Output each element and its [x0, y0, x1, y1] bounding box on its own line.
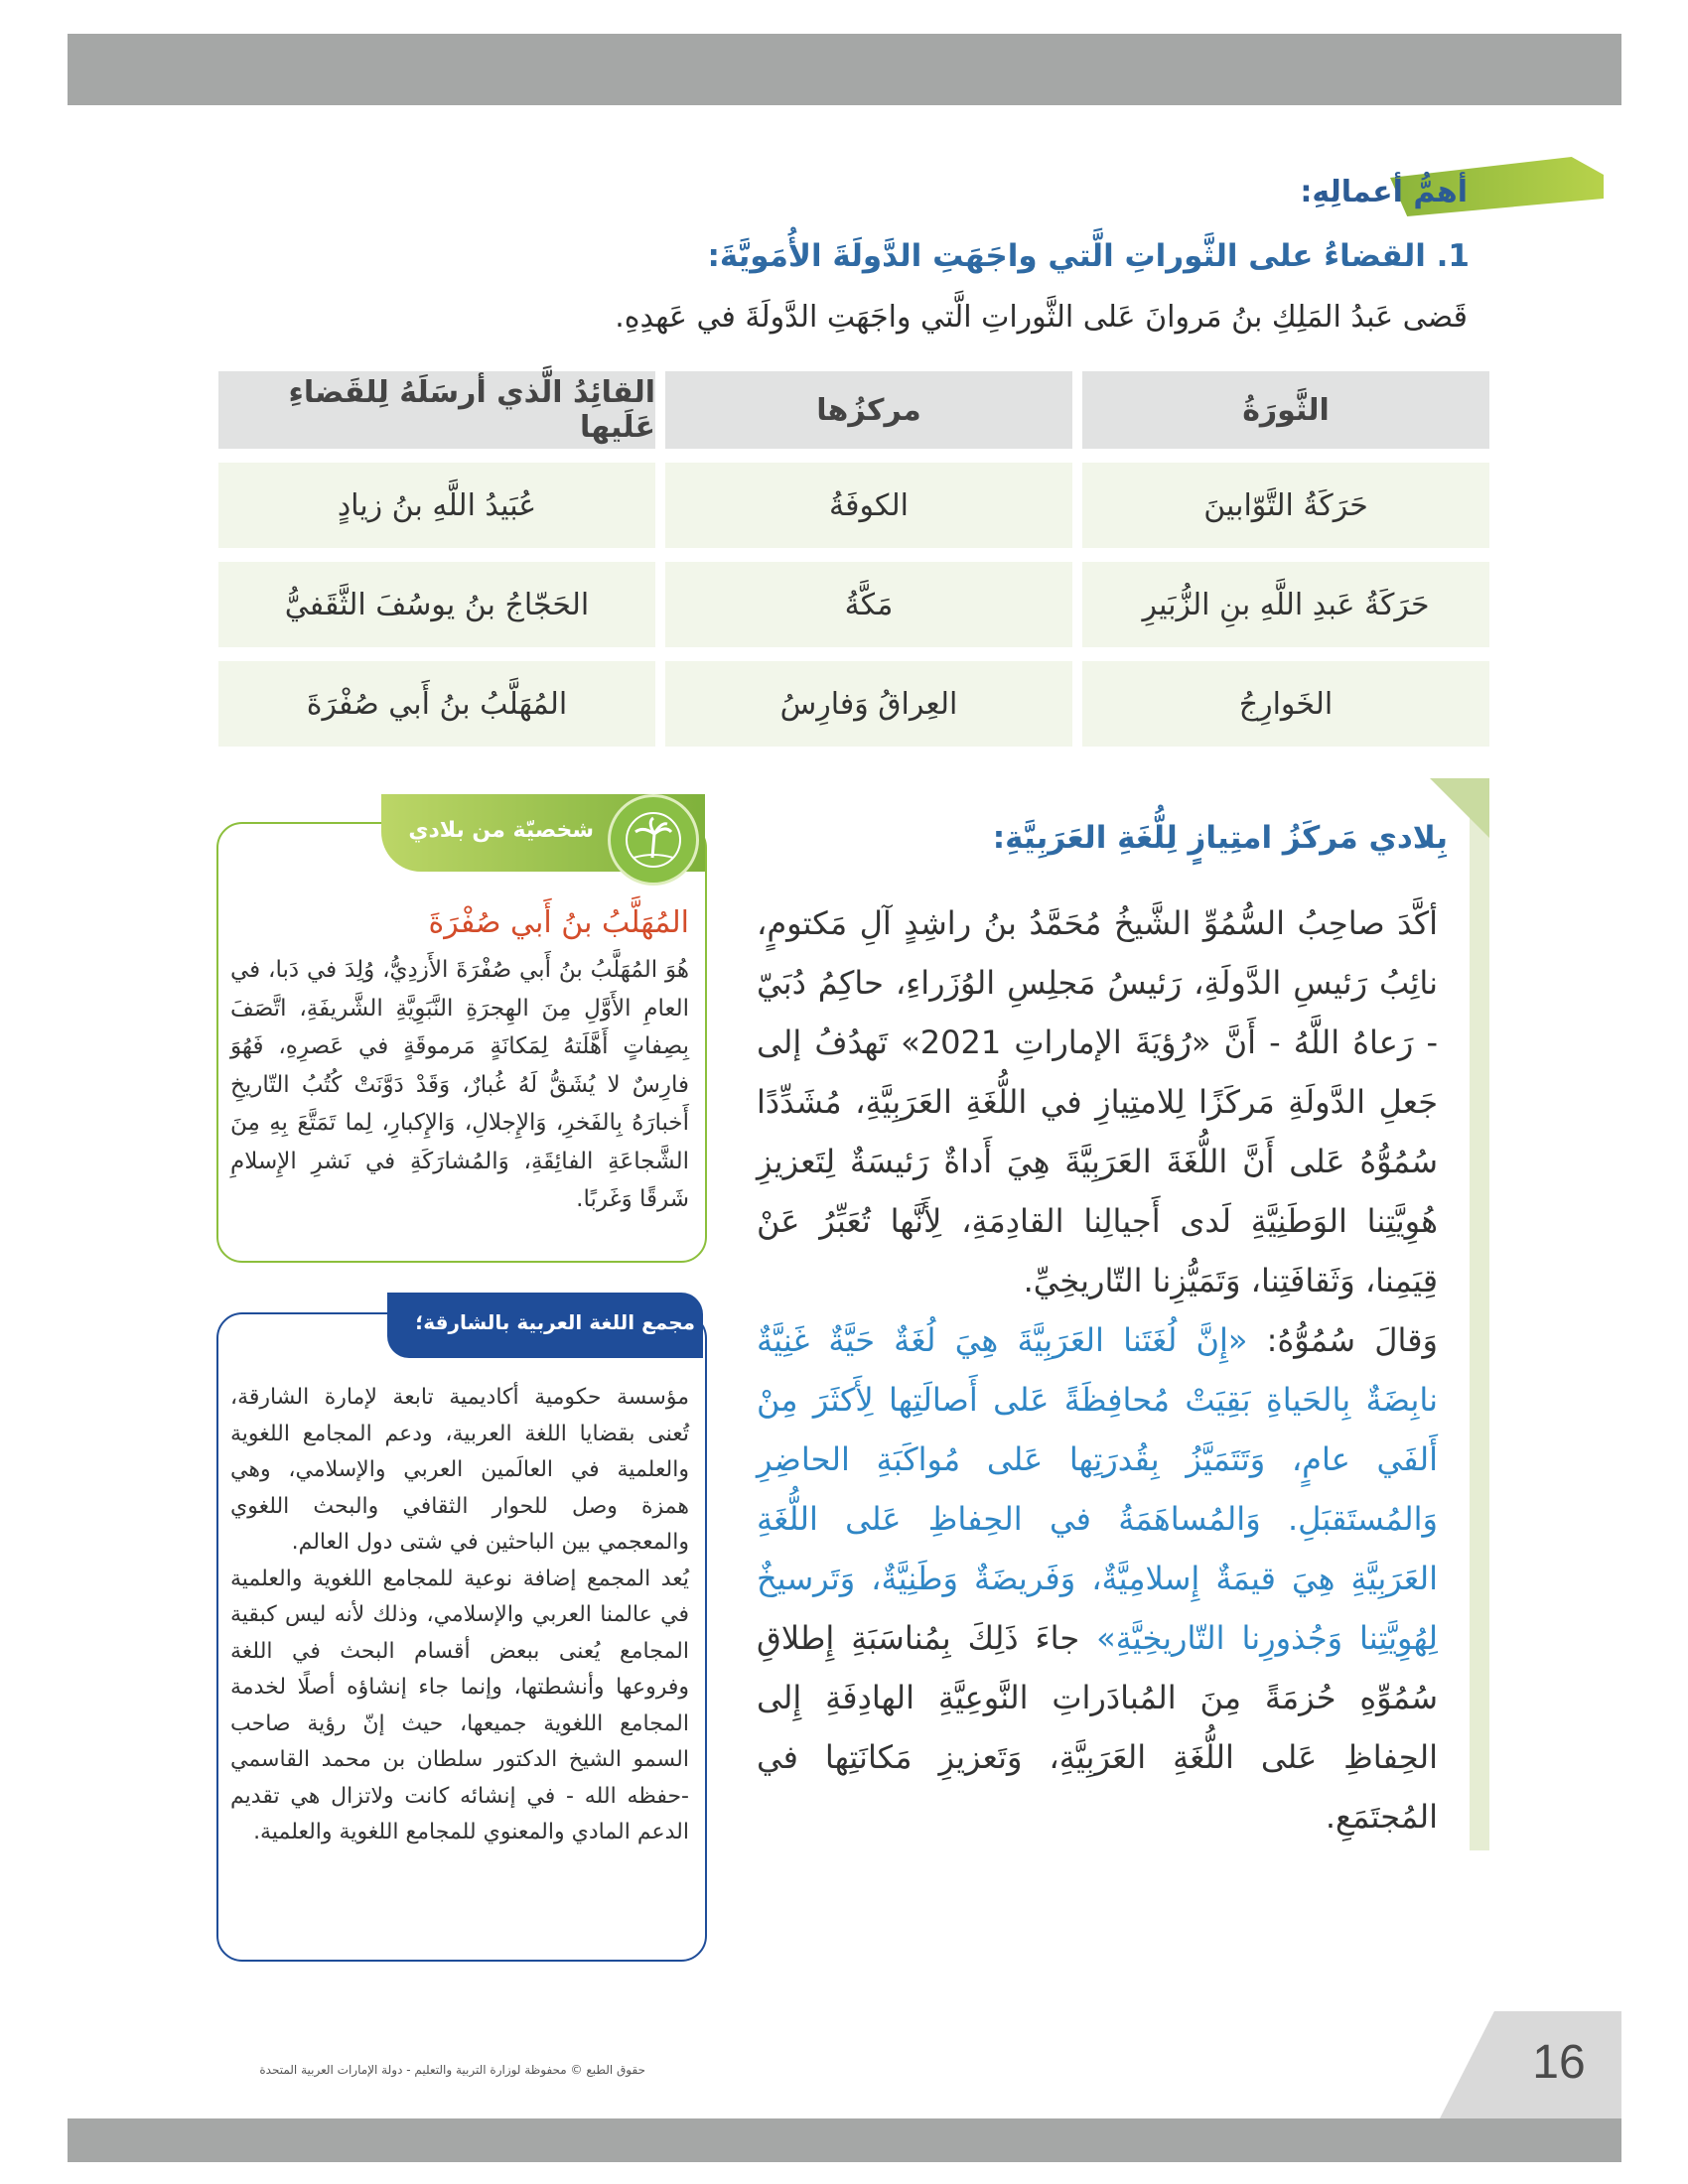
persona-name: المُهَلَّبُ بنُ أَبي صُفْرَةَ [428, 905, 689, 940]
table-cell: الكوفَةُ [665, 463, 1072, 548]
table-cell: المُهَلَّبُ بنُ أَبي صُفْرَةَ [218, 661, 655, 747]
table-header-cell: القائِدُ الَّذي أرسَلَهُ لِلقَضاءِ عَلَيها [218, 371, 655, 449]
academy-paragraph: مؤسسة حكومية أكاديمية تابعة لإمارة الشارقة، تُعنى بقضايا اللغة العربية، ودعم المجامع اللغوية والعلمية في العالَمين العربي والإسلامي، وهي همزة وصل للحوار الثقافي والبحث اللغوي والمعجمي بين الباحثين في شتى دول العالم. [230, 1385, 689, 1555]
page-number: 16 [1532, 2036, 1586, 2089]
persona-label: شخصيّة من بلادي [408, 818, 594, 843]
article-title: بِلادي مَركَزُ امتِيازٍ لِلُّغَةِ العَرَبِيَّةِ: [992, 820, 1448, 856]
article-paragraph [757, 1310, 1438, 1846]
intro-line: قَضى عَبدُ المَلِكِ بنُ مَروانَ عَلى الثَّوراتِ الَّتي واجَهَتِ الدَّولَةَ في عَهدِهِ. [615, 300, 1468, 335]
palm-tree-icon [608, 794, 699, 886]
bottom-banner-bar [68, 2118, 1621, 2162]
table-cell: الحَجّاجُ بنُ يوسُفَ الثَّقَفيُّ [218, 562, 655, 647]
table-cell: مَكَّةُ [665, 562, 1072, 647]
table-cell: حَرَكَةُ عَبدِ اللَّهِ بنِ الزُّبَيرِ [1082, 562, 1489, 647]
table-cell: عُبَيدُ اللَّهِ بنُ زيادٍ [218, 463, 655, 548]
table-row [218, 463, 1489, 548]
table-header-row [218, 371, 1489, 449]
table-header-cell: الثَّورَةُ [1082, 371, 1489, 449]
academy-label: مجمع اللغة العربية بالشارقة؛ [415, 1310, 695, 1334]
article-body [757, 893, 1438, 1846]
point-title: 1. القضاءُ على الثَّوراتِ الَّتي واجَهَتِ الدَّولَةَ الأُمَويَّةَ: [707, 238, 1470, 274]
persona-text: هُوَ المُهَلَّبُ بنُ أَبي صُفْرَةَ الأَزدِيُّ، وُلِدَ في دَبا، في العامِ الأَوَّلِ مِنَ الهِجرَةِ النَّبَوِيَّةِ الشَّريفَةِ، اتَّصَفَ بِصِفاتٍ أَهَّلَتهُ لِمَكانَةٍ مَرموقَةٍ في عَصرِهِ، فَهُوَ فارِسٌ لا يُشَقُّ لَهُ غُبارٌ، وَقَدْ دَوَّنَتْ كُتُبُ التّاريخِ أَخبارَهُ بِالفَخرِ، وَالإِجلالِ، وَالإِكبارِ، لِما تَمَتَّعَ بِهِ مِنَ الشَّجاعَةِ الفائِقَةِ، وَالمُشارَكَةِ في نَشرِ الإِسلامِ شَرقًا وَغَربًا. [230, 957, 689, 1212]
section-title: أهمُّ أعمالِهِ: [1300, 175, 1468, 209]
academy-paragraph: يُعد المجمع إضافة نوعية للمجامع اللغوية والعلمية في عالمنا العربي والإسلامي، وذلك لأنه ليس كبقية المجامع يُعنى ببعض أقسام البحث في اللغة وفروعها وأنشطتها، وإنما جاء إنشاؤه أصلًا لخدمة المجامع اللغوية جميعها، حيث إنّ رؤية صاحب السمو الشيخ الدكتور سلطان بن محمد القاسمي -حفظه الله - في إنشائه كانت ولاتزال هي تقديم الدعم المادي والمعنوي للمجامع اللغوية والعلمية. [230, 1566, 689, 1844]
academy-text [230, 1380, 689, 1851]
table-cell: حَرَكَةُ التَّوّابينَ [1082, 463, 1489, 548]
revolutions-table [218, 371, 1489, 760]
table-cell: العِراقُ وَفارِسُ [665, 661, 1072, 747]
article-paragraph: أكَّدَ صاحِبُ السُّمُوِّ الشَّيخُ مُحَمَّدُ بنُ راشِدٍ آلِ مَكتومٍ، نائِبُ رَئيسِ الدَّولَةِ، رَئيسُ مَجلِسِ الوُزَراءِ، حاكِمُ دُبَيّ - رَعاهُ اللَّهُ - أَنَّ «رُؤيَةَ الإماراتِ 2021» تَهدُفُ إلى جَعلِ الدَّولَةِ مَركَزًا لِلامتِيازِ في اللُّغَةِ العَرَبِيَّةِ، مُشَدِّدًا سُمُوُّهُ عَلى أَنَّ اللُّغَةَ العَرَبِيَّةَ هِيَ أَداةٌ رَئيسَةٌ لِتَعزيزِ هُوِيَّتِنا الوَطَنِيَّةِ لَدى أَجيالِنا القادِمَةِ، لِأَنَّها تُعَبِّرُ عَنْ قِيَمِنا، وَثَقافَتِنا، وَتَمَيُّزِنا التّاريخِيِّ. [757, 904, 1439, 1299]
article-quote-lead: وَقالَ سُمُوُّهُ: [1247, 1321, 1438, 1359]
table-row [218, 562, 1489, 647]
copyright-line: حقوق الطبع © محفوظة لوزارة التربية والتعليم - دولة الإمارات العربية المتحدة [259, 2063, 645, 2077]
article-quote: «إِنَّ لُغَتَنا العَرَبِيَّةَ هِيَ لُغَةٌ حَيَّةٌ غَنِيَّةٌ نابِضَةٌ بِالحَياةِ بَقِيَتْ مُحافِظَةً عَلى أَصالَتِها لِأَكثَرَ مِنْ أَلفَي عامٍ، وَتَتَمَيَّزُ بِقُدرَتِها عَلى مُواكَبَةِ الحاضِرِ وَالمُستَقبَلِ. وَالمُساهَمَةُ في الحِفاظِ عَلى اللُّغَةِ العَرَبِيَّةِ هِيَ قيمَةٌ إِسلامِيَّةٌ، وَفَريضَةٌ وَطَنِيَّةٌ، وَتَرسيخٌ لِهُوِيَّتِنا وَجُذورِنا التّاريخِيَّةِ» [757, 1321, 1439, 1657]
table-row [218, 661, 1489, 747]
top-banner-bar [68, 34, 1621, 105]
table-cell: الخَوارِجُ [1082, 661, 1489, 747]
article-side-strip [1470, 778, 1489, 1850]
article-quote-tail: جاءَ ذَلِكَ بِمُناسَبَةِ إِطلاقِ سُمُوِّهِ حُزمَةً مِنَ المُبادَراتِ النَّوعِيَّةِ الهادِفَةِ إِلى الحِفاظِ عَلى اللُّغَةِ العَرَبِيَّةِ، وَتَعزيزِ مَكانَتِها في المُجتَمَعِ. [757, 1619, 1438, 1836]
table-header-cell: مركزُها [665, 371, 1072, 449]
